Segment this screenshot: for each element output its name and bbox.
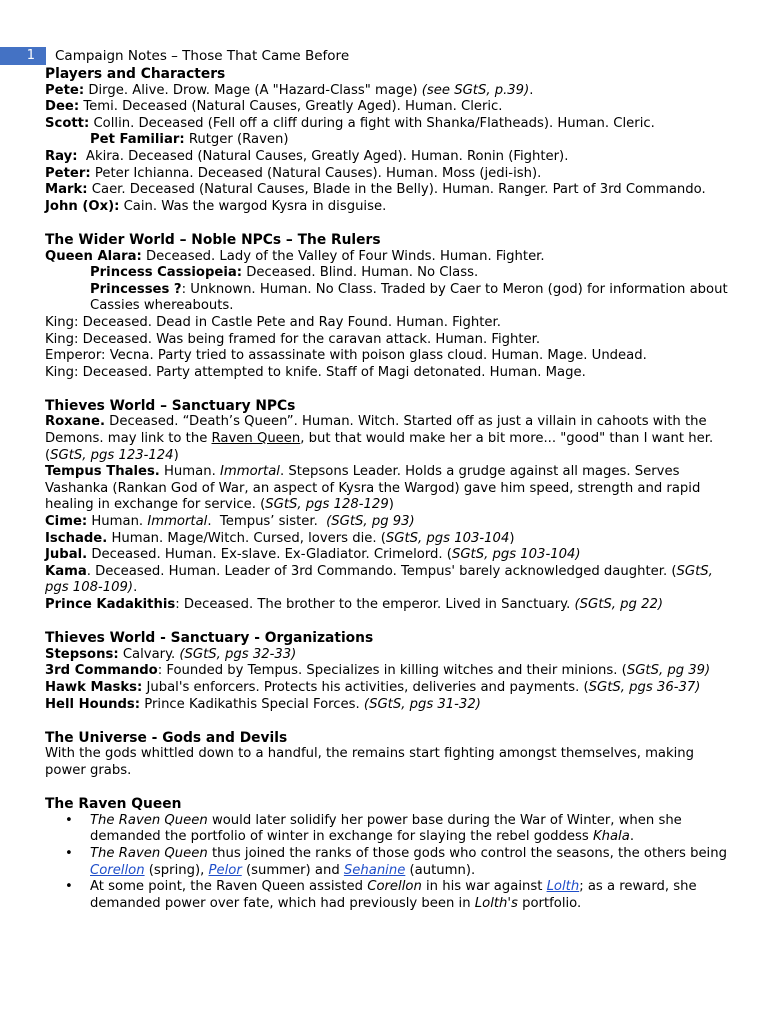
item-text: ; as a reward, she demanded power over fate, which had previously been in <box>90 879 697 911</box>
reference: (SGtS, pg 93) <box>326 514 415 530</box>
npc-desc: : Unknown. Human. No Class. Traded by Caer to Meron (god) for information about Cassies whereabouts. <box>90 281 728 314</box>
reference: (SGtS, pgs 32-33) <box>179 646 297 662</box>
rulers-heading: The Wider World – Noble NPCs – The Rulers <box>45 231 381 248</box>
player-line <box>45 83 735 100</box>
npc-line: King: Deceased. Was being framed for the caravan attack. Human. Fighter. <box>45 331 541 347</box>
npc-line <box>45 249 735 266</box>
player-desc: Cain. Was the wargod Kysra in disguise. <box>123 198 387 214</box>
org-desc: Calvary. <box>122 646 176 662</box>
raven-queen-link[interactable]: Raven Queen <box>211 431 301 447</box>
emphasis: Immortal <box>147 514 208 530</box>
punct: ) <box>173 447 179 463</box>
org-desc: : Founded by Tempus. Specializes in killing witches and their minions. ( <box>157 663 627 679</box>
gods-section <box>45 730 735 780</box>
npc-name: Jubal. <box>45 547 88 563</box>
org-desc: Prince Kadikathis Special Forces. <box>144 696 360 712</box>
item-text: (summer) and <box>241 862 344 878</box>
npc-desc: Human. <box>91 514 144 530</box>
raven-queen-section <box>45 796 735 912</box>
item-text: portfolio. <box>517 895 582 911</box>
raven-queen-list <box>45 813 735 913</box>
reference: SGtS, pgs 36-37) <box>588 679 701 695</box>
npc-desc: Human. <box>164 464 216 480</box>
player-name: Ray: <box>45 148 78 164</box>
organizations-section <box>45 630 735 713</box>
npc-name: Princesses ? <box>90 281 182 297</box>
reference: SGtS, pg 39) <box>626 663 711 679</box>
emphasis: Khala <box>592 829 630 845</box>
list-item <box>90 846 735 879</box>
player-line <box>45 99 735 116</box>
npc-line <box>45 547 735 564</box>
player-line <box>45 116 735 133</box>
reference: SGtS, pgs 128-129 <box>265 497 389 513</box>
npc-desc: : Deceased. The brother to the emperor. Lived in Sanctuary. <box>175 597 571 612</box>
raven-queen-heading: The Raven Queen <box>45 796 182 813</box>
npc-line <box>45 514 735 531</box>
npc-line: Emperor: Vecna. Party tried to assassinate with poison glass cloud. Human. Mage. Undead. <box>45 348 647 364</box>
item-text: (spring), <box>144 862 209 878</box>
npc-desc: . Stepsons Leader. Holds a grudge against all mages. Serves Vashanka (Rankan God of War, an aspect of Kysra the Wargod) gave him speed, strength and rapid healing in exchange for service. ( <box>45 464 701 513</box>
players-section <box>45 66 735 215</box>
reference: (SGtS, pgs 31-32) <box>363 696 481 712</box>
npc-line <box>45 464 735 514</box>
player-line <box>45 149 735 166</box>
page-header <box>0 47 710 65</box>
punct: . <box>529 82 534 98</box>
player-desc: Akira. Deceased (Natural Causes, Greatly Aged). Human. Ronin (Fighter). <box>85 148 569 164</box>
player-name: Mark: <box>45 182 88 198</box>
npc-name: Cime: <box>45 514 88 530</box>
pelor-link[interactable]: Pelor <box>208 862 242 878</box>
emphasis: Lolth's <box>474 895 518 911</box>
punct: . <box>133 580 138 596</box>
npc-line <box>45 564 735 597</box>
list-item <box>90 879 735 912</box>
reference: (SGtS, pg 22) <box>574 597 664 612</box>
corellon-link[interactable]: Corellon <box>90 862 145 878</box>
emphasis: The Raven Queen <box>90 812 208 828</box>
npc-desc: , but that would make her a bit more... "good" than I want her. ( <box>45 431 714 463</box>
npc-line <box>45 414 735 464</box>
player-name: Peter: <box>45 165 91 181</box>
item-text: At some point, the Raven Queen assisted <box>90 879 368 895</box>
org-line <box>45 663 735 680</box>
player-desc: Dirge. Alive. Drow. Mage (A "Hazard-Class" mage) <box>88 82 418 98</box>
sanctuary-npcs-section <box>45 398 735 614</box>
npc-name: Queen Alara: <box>45 248 142 264</box>
emphasis: Corellon <box>367 879 422 895</box>
npc-name: Princess Cassiopeia: <box>90 265 243 281</box>
item-text: in his war against <box>421 879 547 895</box>
player-desc: Peter Ichianna. Deceased (Natural Causes). Human. Moss (jedi-ish). <box>94 165 542 181</box>
player-desc: Temi. Deceased (Natural Causes, Greatly Aged). Human. Cleric. <box>83 99 503 115</box>
player-name: Pete: <box>45 82 85 98</box>
npc-line: King: Deceased. Dead in Castle Pete and Ray Found. Human. Fighter. <box>45 314 501 330</box>
org-line <box>45 680 735 697</box>
player-line <box>45 166 735 183</box>
punct: ) <box>509 530 515 546</box>
npc-line: King: Deceased. Party attempted to knife. Staff of Magi detonated. Human. Mage. <box>45 364 586 380</box>
organizations-heading: Thieves World - Sanctuary - Organizations <box>45 630 374 647</box>
npc-desc: Deceased. Lady of the Valley of Four Winds. Human. Fighter. <box>145 248 545 264</box>
npc-line <box>45 597 735 614</box>
npc-desc: Human. Mage/Witch. Cursed, lovers die. ( <box>111 530 386 546</box>
player-line <box>45 199 735 216</box>
punct: . <box>629 829 635 845</box>
org-desc: Jubal's enforcers. Protects his activities, deliveries and payments. ( <box>146 679 589 695</box>
org-line <box>45 697 735 714</box>
page-number: 1 <box>0 47 46 65</box>
npc-name: Ischade. <box>45 530 108 546</box>
reference: SGtS, pgs 108-109) <box>45 563 713 596</box>
document-body <box>45 66 735 912</box>
player-name: John (Ox): <box>45 198 120 214</box>
item-text: thus joined the ranks of those gods who control the seasons, the others being <box>207 845 727 861</box>
item-text: would later solidify her power base during the War of Winter, when she demanded the portfolio of winter in exchange for slaying the rebel goddess <box>90 812 682 845</box>
document-title: Campaign Notes – Those That Came Before <box>55 48 350 64</box>
reference: SGtS, pgs 103-104 <box>385 530 510 546</box>
lolth-link[interactable]: Lolth <box>546 879 580 895</box>
player-desc: Caer. Deceased (Natural Causes, Blade in the Belly). Human. Ranger. Part of 3rd Commando. <box>91 182 706 198</box>
gods-heading: The Universe - Gods and Devils <box>45 729 288 746</box>
player-line <box>45 132 735 149</box>
gods-text: With the gods whittled down to a handful, the remains start fighting amongst themselves, making power grabs. <box>45 746 695 778</box>
players-heading: Players and Characters <box>45 66 226 82</box>
npc-line <box>45 282 735 315</box>
org-name: Hawk Masks: <box>45 679 143 695</box>
player-name: Pet Familiar: <box>90 132 185 148</box>
npc-desc: . Deceased. Human. Leader of 3rd Commando. Tempus' barely acknowledged daughter. ( <box>86 563 677 579</box>
npc-desc: Deceased. “Death’s Queen”. Human. Witch. Started off as just a villain in cahoots with the Demons. may link to the <box>45 414 707 447</box>
punct: ) <box>388 497 394 513</box>
player-line <box>45 182 735 199</box>
reference: SGtS, pgs 123-124 <box>50 447 174 463</box>
npc-name: Prince Kadakithis <box>45 597 176 612</box>
org-line <box>45 647 735 664</box>
npc-desc: . Tempus’ sister. <box>207 514 327 530</box>
item-text: (autumn). <box>405 862 476 878</box>
reference: SGtS, pgs 103-104) <box>451 547 581 563</box>
npc-name: Kama <box>45 563 87 579</box>
npc-desc: Deceased. Human. Ex-slave. Ex-Gladiator. Crimelord. ( <box>91 547 452 563</box>
npc-name: Tempus Thales. <box>45 464 160 480</box>
org-name: 3rd Commando <box>45 663 158 679</box>
npc-line <box>45 531 735 548</box>
org-name: Hell Hounds: <box>45 696 141 712</box>
player-name: Scott: <box>45 115 90 131</box>
sanctuary-npcs-heading: Thieves World – Sanctuary NPCs <box>45 397 296 414</box>
sehanine-link[interactable]: Sehanine <box>343 862 406 878</box>
emphasis: Immortal <box>219 464 280 480</box>
npc-line <box>45 265 735 282</box>
npc-name: Roxane. <box>45 414 105 430</box>
list-item <box>90 813 735 846</box>
rulers-section <box>45 232 735 381</box>
player-desc: Collin. Deceased (Fell off a cliff during a fight with Shanka/Flatheads). Human. Cleric. <box>93 115 655 131</box>
npc-desc: Deceased. Blind. Human. No Class. <box>246 265 479 281</box>
player-desc: Rutger (Raven) <box>188 132 289 148</box>
emphasis: The Raven Queen <box>90 845 208 861</box>
player-name: Dee: <box>45 99 80 115</box>
org-name: Stepsons: <box>45 646 119 662</box>
reference: (see SGtS, p.39) <box>421 82 530 98</box>
